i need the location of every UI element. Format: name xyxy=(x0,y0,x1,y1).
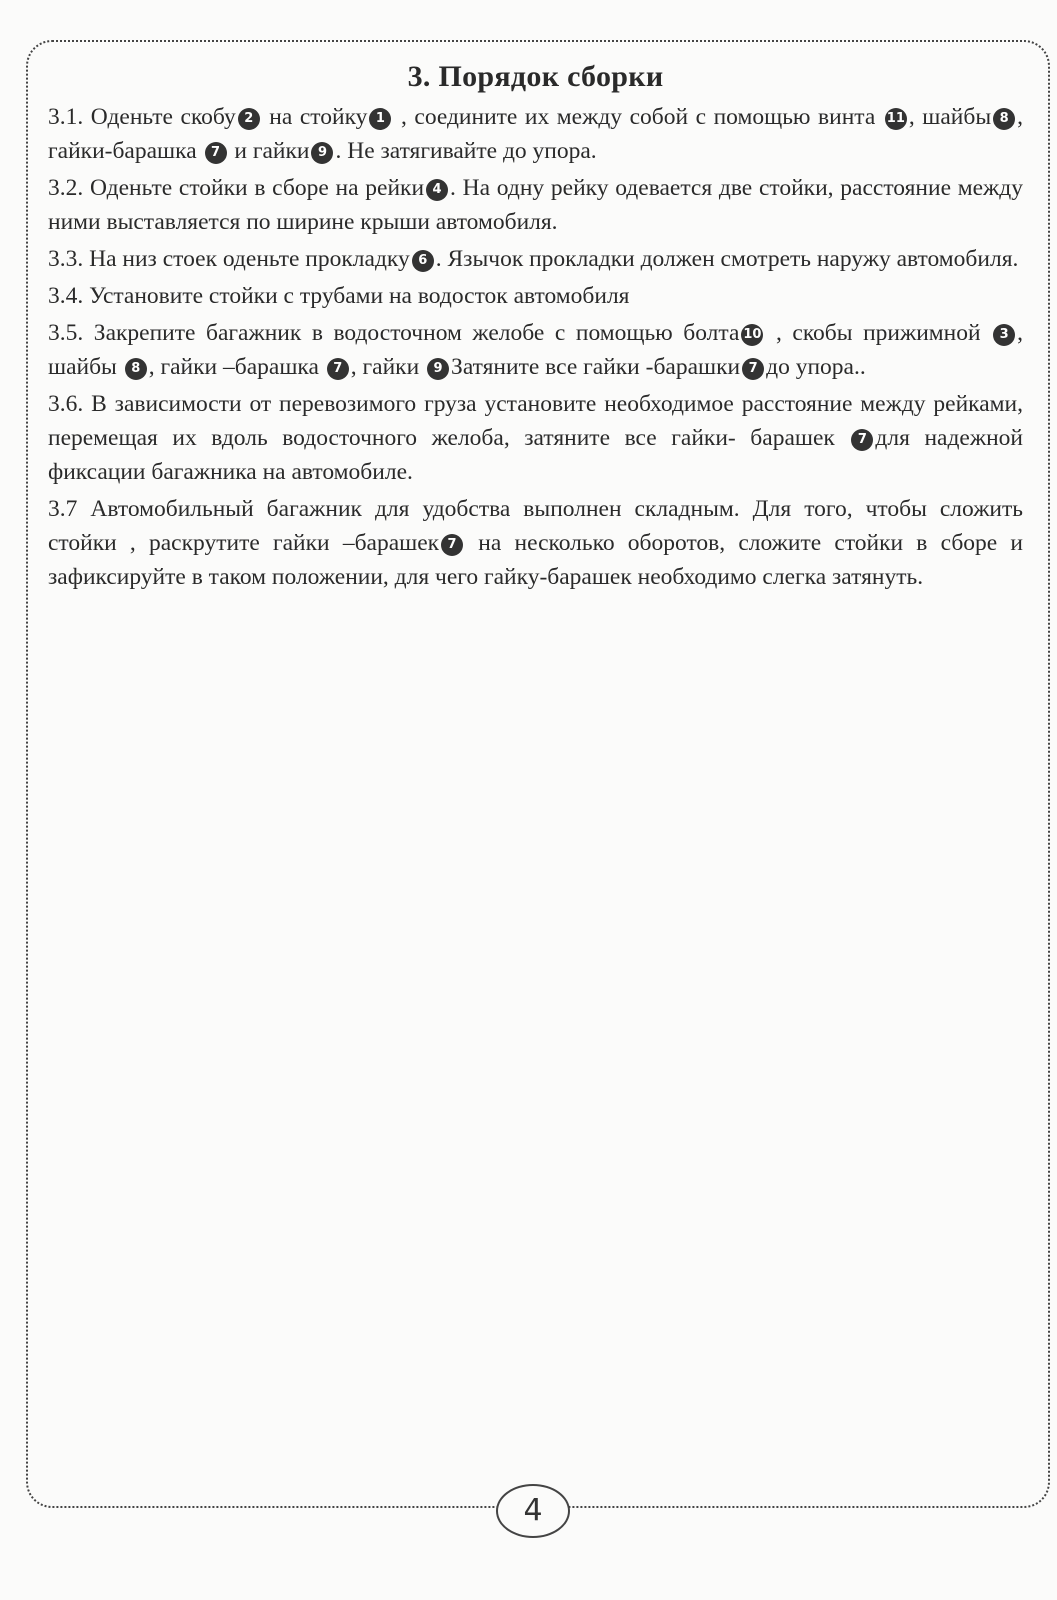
part-number-badge: 7 xyxy=(441,534,463,556)
step-text: 3.5. Закрепите багажник в водосточном желобе с помощью болта xyxy=(48,320,740,346)
part-number-badge: 4 xyxy=(426,179,448,201)
assembly-step-2 xyxy=(48,171,1023,239)
part-number-badge: 1 xyxy=(369,108,391,130)
step-text: , скобы прижимной xyxy=(765,320,992,346)
step-text: , соедините их между собой с помощью винта xyxy=(393,104,883,130)
instructions-section xyxy=(48,60,1023,597)
step-text: , шайбы xyxy=(48,320,1024,380)
step-text: , гайки xyxy=(350,354,426,380)
step-text: , гайки-барашка xyxy=(48,104,1023,164)
assembly-step-3 xyxy=(48,242,1023,276)
part-number-badge: 10 xyxy=(741,324,763,346)
part-number-badge: 2 xyxy=(238,108,260,130)
step-text: для надежной фиксации багажника на автомобиле. xyxy=(48,425,1023,485)
step-text: и гайки xyxy=(228,138,310,164)
step-text: . На одну рейку одевается две стойки, расстояние между ними выставляется по ширине крыши автомобиля. xyxy=(48,175,1023,235)
step-text: 3.2. Оденьте стойки в сборе на рейки xyxy=(48,175,425,201)
part-number-badge: 3 xyxy=(993,324,1015,346)
step-text: 3.1. Оденьте скобу xyxy=(48,104,236,130)
part-number-badge: 9 xyxy=(427,358,449,380)
step-text: 3.4. Установите стойки с трубами на водосток автомобиля xyxy=(48,283,630,309)
step-text: , гайки –барашка xyxy=(148,354,325,380)
step-text: . Язычок прокладки должен смотреть наружу автомобиля. xyxy=(435,246,1019,272)
part-number-badge: 6 xyxy=(412,250,434,272)
part-number-badge: 7 xyxy=(205,142,227,164)
assembly-step-7 xyxy=(48,492,1023,594)
assembly-step-1 xyxy=(48,100,1023,168)
assembly-step-4 xyxy=(48,279,1023,313)
step-text: Затяните все гайки -барашки xyxy=(451,354,741,380)
step-text: 3.3. На низ стоек оденьте прокладку xyxy=(48,246,410,272)
part-number-badge: 8 xyxy=(125,358,147,380)
part-number-badge: 7 xyxy=(327,358,349,380)
part-number-badge: 11 xyxy=(885,108,907,130)
step-text: . Не затягивайте до упора. xyxy=(335,138,597,164)
assembly-steps xyxy=(48,100,1023,594)
step-text: 3.7 Автомобильный багажник для удобства выполнен складным. Для того, чтобы сложить стойки , раскрутите гайки –барашек xyxy=(48,496,1023,556)
step-text: , шайбы xyxy=(908,104,992,130)
step-text: до упора.. xyxy=(766,354,866,380)
page-number: 4 xyxy=(496,1484,570,1538)
step-text: на стойку xyxy=(261,104,368,130)
part-number-badge: 8 xyxy=(993,108,1015,130)
part-number-badge: 9 xyxy=(311,142,333,164)
assembly-step-5 xyxy=(48,316,1023,384)
section-title: 3. Порядок сборки xyxy=(407,60,664,93)
step-text: 3.6. В зависимости от перевозимого груза установите необходимое расстояние между рейками, перемещая их вдоль водосточного желоба, затяните все гайки- барашек xyxy=(48,391,1023,451)
assembly-step-6 xyxy=(48,387,1023,489)
part-number-badge: 7 xyxy=(742,358,764,380)
step-text: на несколько оборотов, сложите стойки в сборе и зафиксируйте в таком положении, для чего гайку-барашек необходимо слегка затянуть. xyxy=(48,530,1023,590)
part-number-badge: 7 xyxy=(851,429,873,451)
